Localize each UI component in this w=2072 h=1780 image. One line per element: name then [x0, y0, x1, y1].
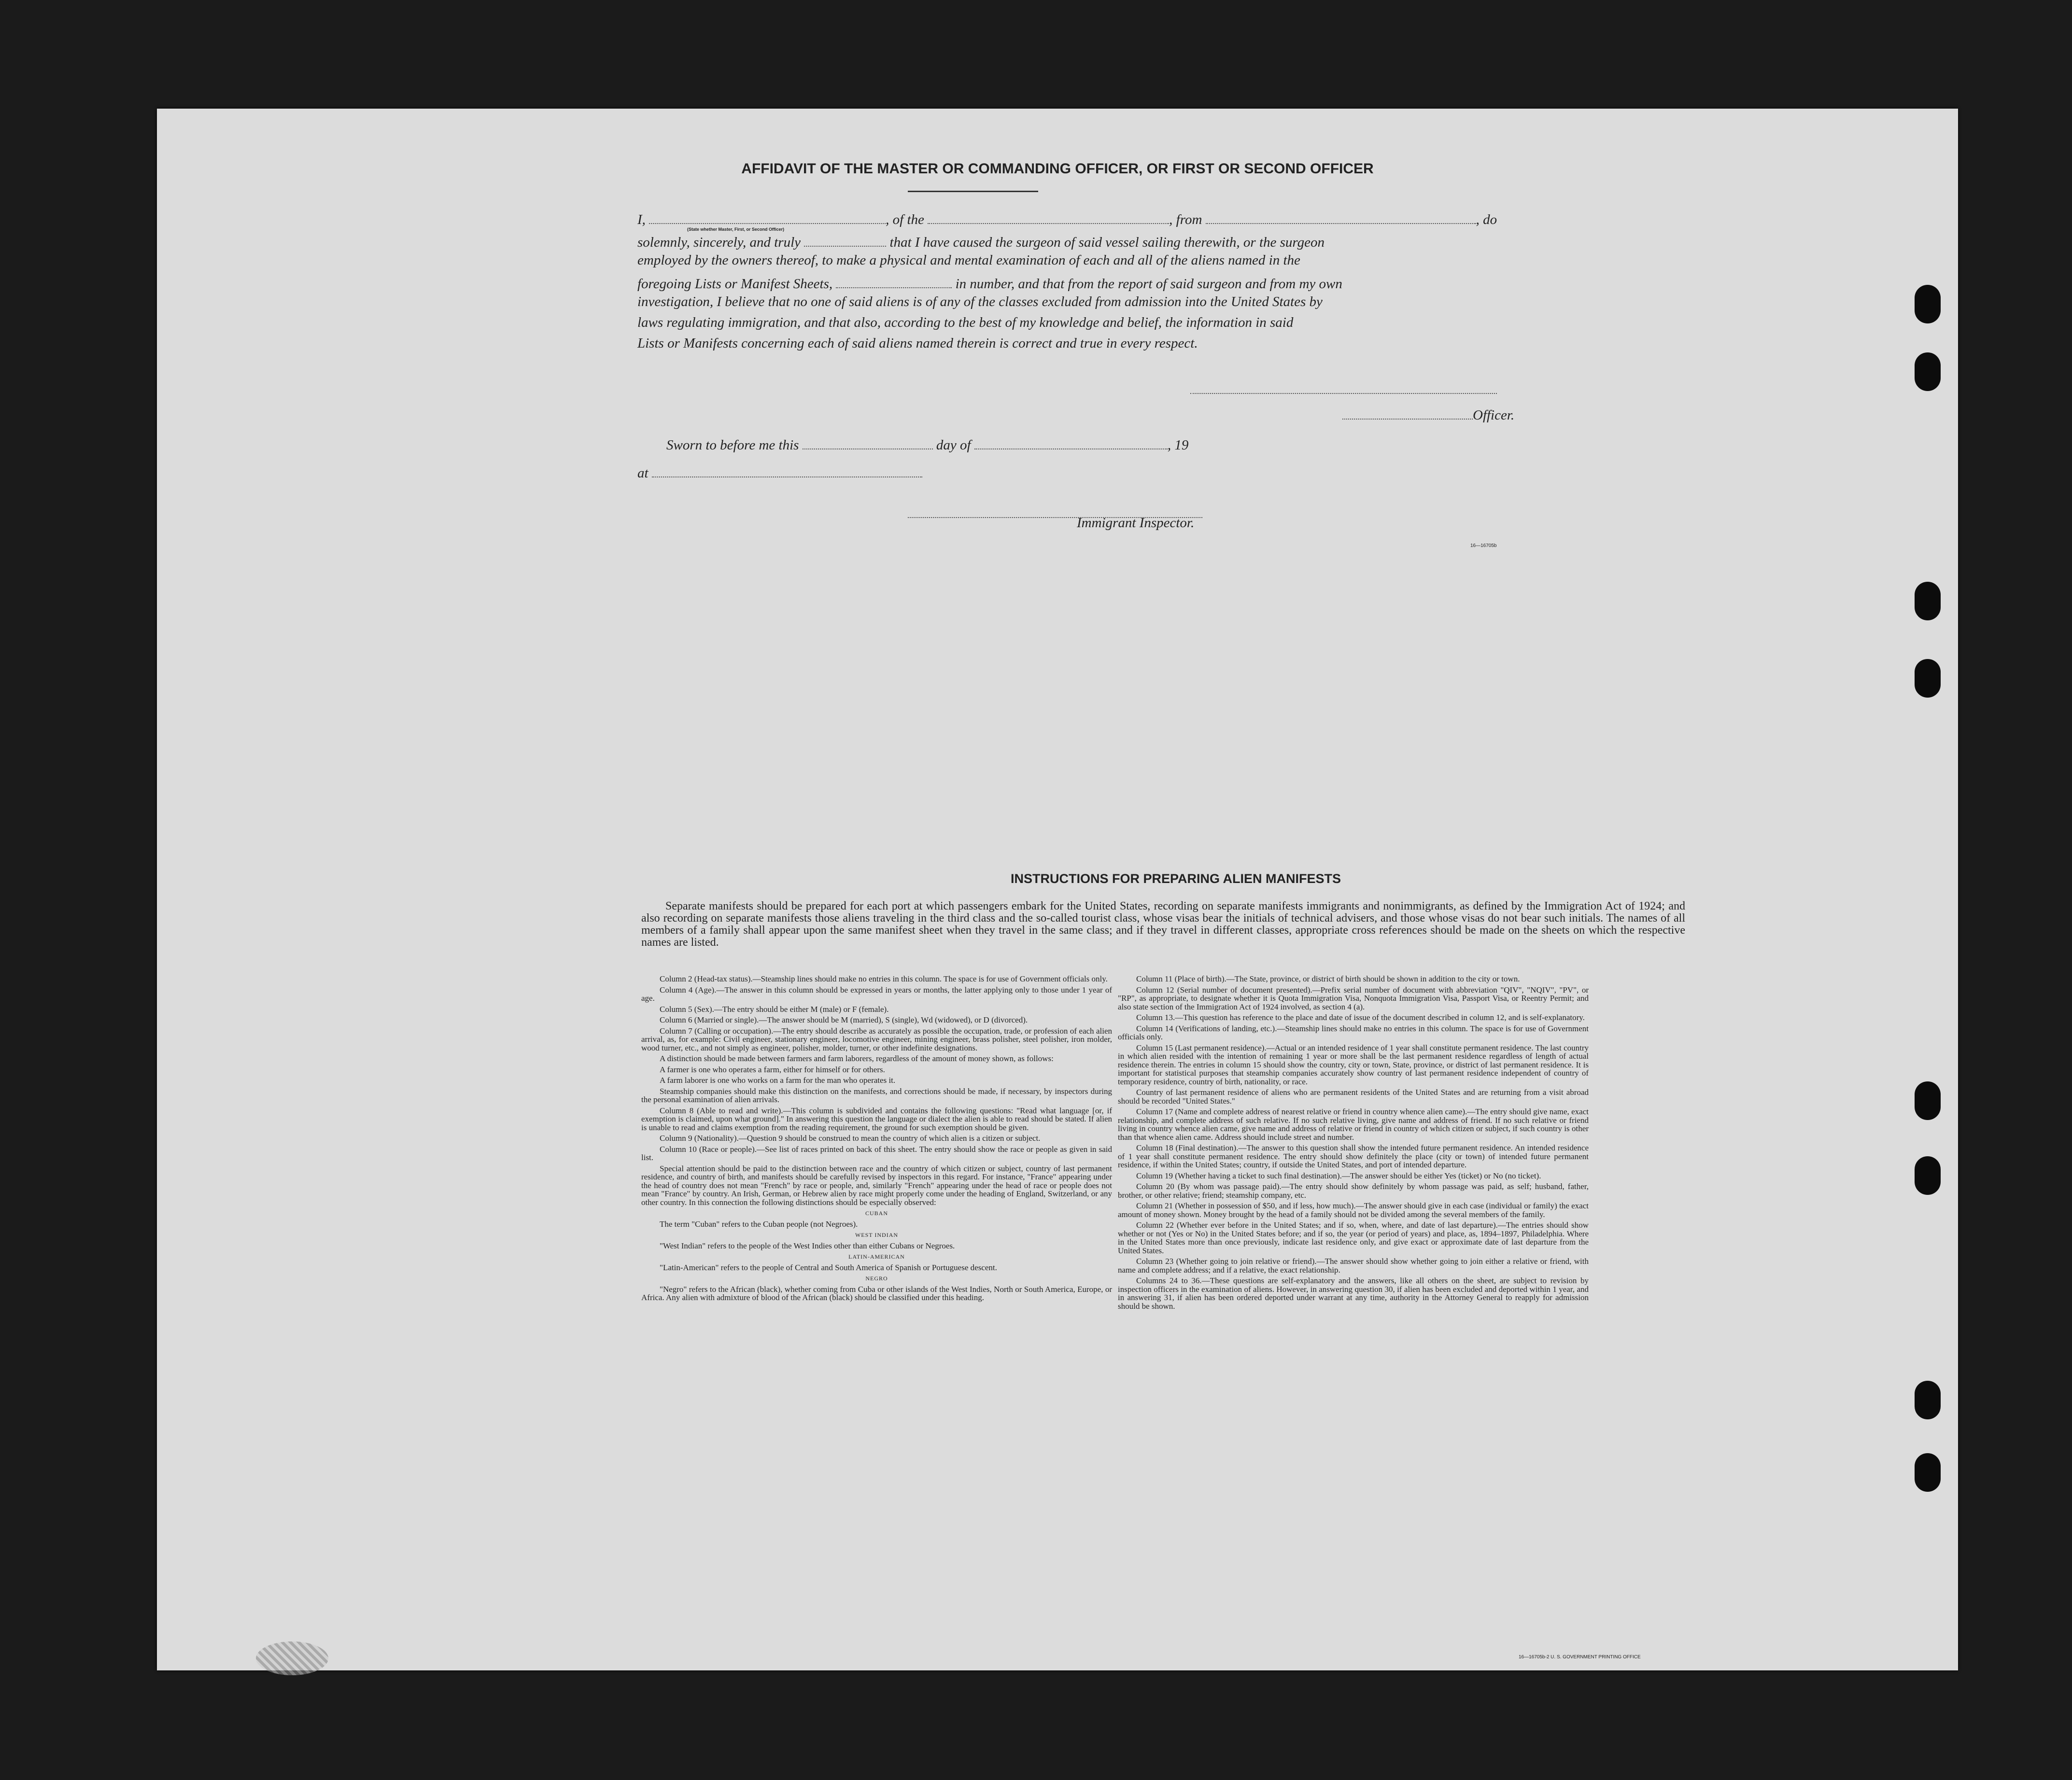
instruction-paragraph: A farmer is one who operates a farm, either for himself or for others. — [660, 1065, 885, 1074]
sworn-day-blank[interactable] — [803, 432, 933, 449]
officer-title-blank[interactable] — [1342, 402, 1473, 420]
officer-line: Officer. — [1342, 402, 1514, 423]
instruction-paragraph: Columns 24 to 36.—These questions are self-explanatory and the answers, like all others on the sheet, are subject to revision by inspection officers in the examination of aliens. However, in answering question 30, if alien has been excluded and deported within 1 year, and in answering 31, if alien has been ordered deported under warrant at any time, authority in the Attorney General to reapply for admission should be shown. — [1118, 1276, 1589, 1311]
affidavit-title: AFFIDAVIT OF THE MASTER OR COMMANDING OFFICER, OR FIRST OR SECOND OFFICER — [741, 161, 1374, 177]
manifest-sheet — [157, 109, 1958, 1670]
officer-rank-blank[interactable] — [649, 207, 886, 224]
instruction-paragraph: Country of last permanent residence of aliens who are permanent residents of the United States and are returning from a visit abroad should be recorded "United States." — [1118, 1088, 1589, 1106]
instruction-paragraph: Column 22 (Whether ever before in the United States; and if so, when, where, and date of last departure).—The entries should show whether or not (Yes or No) in the United States before; and if so, the year (or period of years) and place, as, 1894–1897, Philadelphia. Where in the United States more than once previously, indicate last residence only, and give exact or approximate date of last departure from the United States. — [1118, 1220, 1589, 1255]
sheet-count-blank[interactable] — [836, 271, 952, 288]
instruction-paragraph: Column 23 (Whether going to join relative or friend).—The answer should show whether going to join either a relative or friend, with name and complete address; and if a relative, the exact relationship. — [1118, 1257, 1589, 1275]
affidavit-line-4: foregoing Lists or Manifest Sheets, in number, and that from the report of said surgeon and from my own — [637, 271, 1685, 294]
affidavit-line-1: I, , of the , from , do — [637, 207, 1685, 230]
instruction-paragraph: Column 11 (Place of birth).—The State, province, or district of birth should be shown in addition to the city or town. — [1136, 974, 1520, 983]
worn-corner-mark — [256, 1641, 328, 1675]
instructions-right-column — [1118, 975, 1589, 1313]
instruction-paragraph: Column 12 (Serial number of document presented).—Prefix serial number of document with abbreviation "QIV", "NQIV", "PV", or "RP", as appropriate, to designate whether it is Quota Immigration Visa, Nonquota Immigration Visa, Passport Visa, or Reentry Permit; and also state section of the Immigration Act of 1924 involved, as section 4 (a). — [1118, 985, 1589, 1011]
cuban-heading: CUBAN — [865, 1210, 888, 1217]
oath-type-blank[interactable] — [804, 229, 886, 247]
west-indian-definition: "West Indian" refers to the people of the West Indies other than either Cubans or Negroes. — [660, 1241, 955, 1250]
sworn-month-blank[interactable] — [974, 432, 1168, 449]
instruction-paragraph: Column 15 (Last permanent residence).—Actual or an intended residence of 1 year shall constitute permanent residence. The last country in which alien resided with the intention of remaining 1 year or more shall be the last permanent residence regardless of length of actual residence therein. The entries in column 15 should show the country, city or town, State, province, or district of last permanent residence. It is important for statistical purposes that steamship companies accurately show country of last permanent residence independent of country of temporary residence, country of birth, nationality, or race. — [1118, 1043, 1589, 1086]
west-indian-heading: WEST INDIAN — [855, 1232, 899, 1238]
instruction-paragraph: Column 10 (Race or people).—See list of races printed on back of this sheet. The entry should show the race or people as given in said list. — [641, 1144, 1112, 1162]
instruction-paragraph: A farm laborer is one who works on a farm for the man who operates it. — [660, 1076, 896, 1085]
instruction-paragraph: Column 9 (Nationality).—Question 9 should be construed to mean the country of which alien is a citizen or subject. — [660, 1134, 1041, 1143]
punch-hole — [1915, 1381, 1941, 1419]
affidavit-line-7: Lists or Manifests concerning each of said aliens named therein is correct and true in every respect. — [637, 336, 1198, 351]
port-from-blank[interactable] — [1206, 207, 1476, 224]
instruction-paragraph: Column 20 (By whom was passage paid).—The entry should show definitely by whom passage was paid, as self; husband, father, brother, or other relative; friend; steamship company, etc. — [1118, 1182, 1589, 1200]
instruction-paragraph: Column 4 (Age).—The answer in this column should be expressed in years or months, the latter applying only to those under 1 year of age. — [641, 985, 1112, 1003]
instruction-paragraph: Column 19 (Whether having a ticket to such final destination).—The answer should be either Yes (ticket) or No (no ticket). — [1136, 1171, 1541, 1180]
punch-hole — [1915, 1453, 1941, 1492]
punch-hole — [1915, 659, 1941, 698]
vessel-name-blank[interactable] — [928, 207, 1169, 224]
instruction-paragraph: Column 18 (Final destination).—The answer to this question shall show the intended future permanent residence. An intended residence of 1 year shall constitute permanent residence. The entry should show definitely the place (city or town) of intended future permanent residence, if within the United States; country, if outside the United States, and port of intended departure. — [1118, 1143, 1589, 1169]
instruction-paragraph: Column 5 (Sex).—The entry should be either M (male) or F (female). — [660, 1004, 889, 1014]
instruction-paragraph: Column 17 (Name and complete address of nearest relative or friend in country whence alien came).—The entry should give name, exact relationship, and complete address of such relative. If no such relative living, give name and address of friend. If no such relative or friend living in country whence alien came, give name and address of relative or friend in country of which citizen or subject, if such country is other than that whence alien came. Address should include street and number. — [1118, 1107, 1589, 1142]
affidavit-line-6: laws regulating immigration, and that also, according to the best of my knowledge and belief, the information in said — [637, 315, 1294, 330]
form-code: 16—16705b — [1470, 543, 1497, 548]
negro-definition: "Negro" refers to the African (black), whether coming from Cuba or other islands of the West Indies, North or South America, Europe, or Africa. Any alien with admixture of blood of the African (black) should be classified under this heading. — [641, 1284, 1112, 1302]
at-line: at — [637, 460, 922, 481]
sworn-line: Sworn to before me this day of , 19 — [666, 432, 1188, 453]
instruction-paragraph: Column 7 (Calling or occupation).—The entry should describe as accurately as possible the occupation, trade, or profession of each alien arrival, as, for example: Civil engineer, stationary engineer, locomotive engineer, mining engineer, brass polisher, steel polisher, iron molder, wood turner, etc., and not simply as engineer, polisher, molder, turner, or other indefinite designations. — [641, 1026, 1112, 1052]
negro-heading: NEGRO — [865, 1275, 888, 1282]
instruction-paragraph: Column 13.—This question has reference to the place and date of issue of the document described in column 12, and is self-explanatory. — [1136, 1013, 1585, 1022]
instruction-paragraph: Column 14 (Verifications of landing, etc.).—Steamship lines should make no entries in this column. The space is for use of Government officials only. — [1118, 1023, 1589, 1041]
instruction-paragraph: Column 21 (Whether in possession of $50, and if less, how much).—The answer should give in each case (individual or family) the exact amount of money shown. Money brought by the head of a family should not be divided among the several members of the family. — [1118, 1201, 1589, 1219]
instructions-intro: Separate manifests should be prepared for each port at which passengers embark for the United States, recording on separate manifests immigrants and nonimmigrants, as defined by the Immigration Act of 1924; and also recording on separate manifests those aliens traveling in the third class and the so-called tourist class, whose visas bear the initials of technical advisers, and those whose visas do not bear such initials. The names of all members of a family shall appear upon the same manifest sheet when they travel in the same class; and if they travel in different classes, appropriate cross references should be made on the sheets on which the respective names are listed. — [641, 900, 1685, 949]
punch-hole — [1915, 1156, 1941, 1195]
affidavit-line-3: employed by the owners thereof, to make a physical and mental examination of each and all of the aliens named in the — [637, 252, 1300, 268]
instruction-paragraph: A distinction should be made between farmers and farm laborers, regardless of the amount of money shown, as follows: — [660, 1054, 1054, 1063]
cuban-definition: The term "Cuban" refers to the Cuban people (not Negroes). — [660, 1219, 858, 1229]
latin-american-heading: LATIN-AMERICAN — [848, 1253, 905, 1260]
printer-imprint: 16—16705b-2 U. S. GOVERNMENT PRINTING OFFICE — [1519, 1654, 1641, 1660]
instructions-title: INSTRUCTIONS FOR PREPARING ALIEN MANIFESTS — [1010, 871, 1341, 886]
instruction-paragraph: Steamship companies should make this distinction on the manifests, and corrections should be made, if necessary, by inspectors during the personal examination of alien arrivals. — [641, 1086, 1112, 1104]
instruction-paragraph: Column 8 (Able to read and write).—This column is subdivided and contains the following questions: "Read what language [or, if exemption is claimed, upon what ground]." In answering this question the language or dialect the alien is able to read should be stated. If alien is unable to read and claims exemption from the reading requirement, the ground for such exemption should be given. — [641, 1106, 1112, 1132]
place-blank[interactable] — [652, 460, 922, 477]
punch-hole — [1915, 352, 1941, 391]
latin-american-definition: "Latin-American" refers to the people of Central and South America of Spanish or Portuguese descent. — [660, 1262, 997, 1272]
inspector-label: Immigrant Inspector. — [1077, 515, 1195, 531]
punch-hole — [1915, 1081, 1941, 1120]
instruction-paragraph: Column 2 (Head-tax status).—Steamship lines should make no entries in this column. The space is for use of Government officials only. — [660, 974, 1108, 983]
punch-hole — [1915, 582, 1941, 620]
instruction-paragraph: Special attention should be paid to the distinction between race and the country of which citizen or subject, country of last permanent residence, and country of birth, and manifests should be carefully revised by inspectors in this regard. For instance, "France" appearing under the head of country does not mean "French" by race or people, and, similarly "French" appearing under the head of race or people does not mean "France" by country. An Irish, German, or Hebrew alien by race might properly come under the heading of England, Switzerland, or any other country. In this connection the following distinctions should be especially observed: — [641, 1163, 1112, 1207]
punch-hole — [1915, 285, 1941, 323]
instructions-left-column — [641, 975, 1112, 1304]
instruction-paragraph: Column 6 (Married or single).—The answer should be M (married), S (single), Wd (widowed), or D (divorced). — [660, 1015, 1028, 1024]
affidavit-line-2: solemnly, sincerely, and truly that I have caused the surgeon of said vessel sailing therewith, or the surgeon — [637, 229, 1685, 253]
affidavit-line-5: investigation, I believe that no one of said aliens is of any of the classes excluded from admission into the United States by — [637, 294, 1323, 309]
signature-blank[interactable] — [1190, 377, 1497, 394]
rank-note: (State whether Master, First, or Second Officer) — [687, 227, 785, 232]
title-underline — [908, 191, 1038, 192]
